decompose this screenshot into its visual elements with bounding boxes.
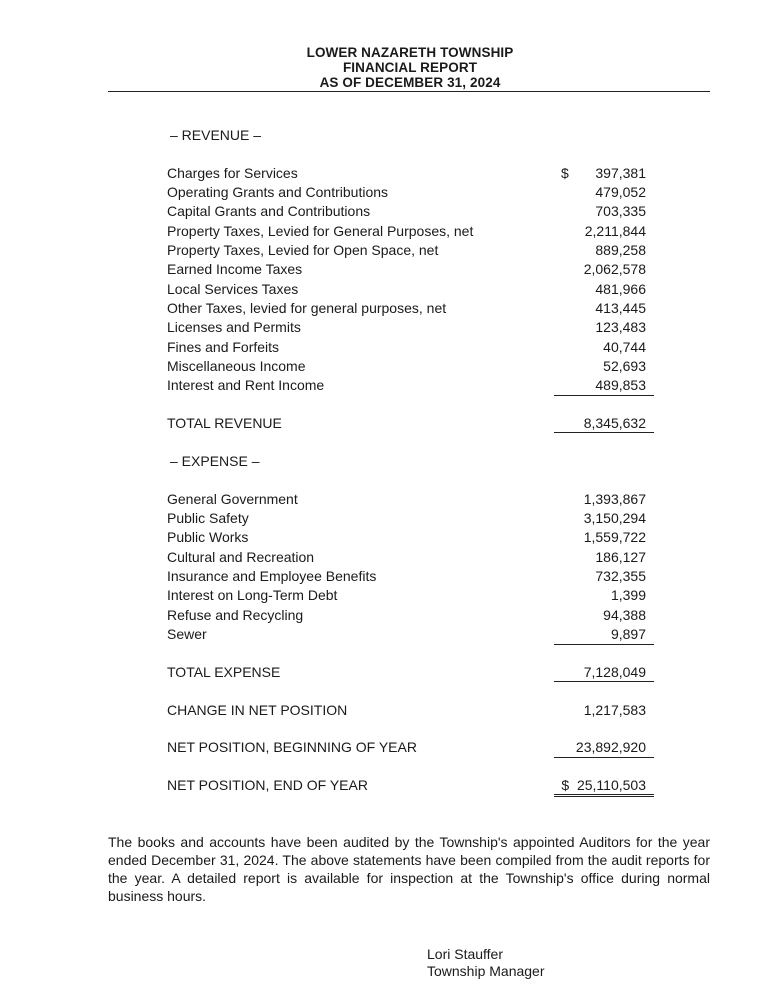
revenue-item-label: Licenses and Permits <box>167 319 301 335</box>
expense-item-label: Refuse and Recycling <box>167 607 304 623</box>
net-position-end-double-rule <box>554 794 654 797</box>
revenue-item-label: Interest and Rent Income <box>167 377 325 393</box>
expense-item-label: Public Safety <box>167 510 249 526</box>
expense-item-label: Interest on Long-Term Debt <box>167 587 338 603</box>
revenue-item-amount: 2,062,578 <box>583 261 646 277</box>
revenue-item-label: Earned Income Taxes <box>167 261 303 277</box>
net-position-end-amount: $ 25,110,503 <box>561 777 646 793</box>
report-title: FINANCIAL REPORT <box>342 60 478 75</box>
expense-subtotal-rule <box>554 644 654 645</box>
revenue-subtotal-rule <box>554 395 654 396</box>
change-net-position-label: CHANGE IN NET POSITION <box>167 702 348 718</box>
total-expense-rule <box>554 681 654 682</box>
revenue-item-amount: 481,966 <box>595 281 646 297</box>
revenue-item-amount: 123,483 <box>595 319 646 335</box>
expense-item-label: Sewer <box>167 626 207 642</box>
audit-statement: The books and accounts have been audited by the Township's appointed Auditors for the year ended December 31, 2024. The above statements have been compiled from the audit reports for the year. A detailed report is available for inspection at the Township's office during normal business hours. <box>108 834 710 904</box>
total-revenue-rule <box>554 432 654 433</box>
revenue-item-amount: 52,693 <box>603 358 646 374</box>
revenue-item-amount: 397,381 <box>595 165 646 181</box>
expense-item-amount: 3,150,294 <box>583 510 646 526</box>
net-position-end-label: NET POSITION, END OF YEAR <box>167 777 368 793</box>
revenue-item-amount: 889,258 <box>595 242 646 258</box>
revenue-item-label: Capital Grants and Contributions <box>167 203 371 219</box>
total-revenue-amount: 8,345,632 <box>583 415 646 431</box>
revenue-item-label: Fines and Forfeits <box>167 339 280 355</box>
revenue-item-label: Property Taxes, Levied for General Purposes, net <box>167 223 474 239</box>
total-expense-label: TOTAL EXPENSE <box>167 664 281 680</box>
revenue-item-amount: 489,853 <box>595 377 646 393</box>
revenue-item-label: Miscellaneous Income <box>167 358 306 374</box>
revenue-item-amount: 2,211,844 <box>584 223 646 239</box>
net-position-beginning-amount: 23,892,920 <box>575 739 646 755</box>
net-position-beginning-rule <box>554 757 654 758</box>
expense-item-label: Cultural and Recreation <box>167 549 315 565</box>
expense-item-amount: 732,355 <box>595 568 646 584</box>
revenue-item-label: Property Taxes, Levied for Open Space, net <box>167 242 439 258</box>
revenue-item-label: Other Taxes, levied for general purposes, net <box>167 300 447 316</box>
expense-item-amount: 1,393,867 <box>583 491 646 507</box>
revenue-item-amount: 703,335 <box>595 203 646 219</box>
revenue-item-label: Charges for Services <box>167 165 298 181</box>
expense-heading: – EXPENSE – <box>170 453 260 469</box>
net-position-beginning-label: NET POSITION, BEGINNING OF YEAR <box>167 739 417 755</box>
revenue-item-amount: 40,744 <box>603 339 646 355</box>
expense-item-amount: 94,388 <box>603 607 646 623</box>
expense-item-amount: 186,127 <box>595 549 646 565</box>
revenue-heading: – REVENUE – <box>170 127 262 143</box>
revenue-item-label: Local Services Taxes <box>167 281 299 297</box>
expense-item-amount: 9,897 <box>610 626 646 642</box>
total-expense-amount: 7,128,049 <box>583 664 646 680</box>
signer-title: Township Manager <box>427 963 545 979</box>
revenue-item-amount: 479,052 <box>595 184 646 200</box>
signer-name: Lori Stauffer <box>427 946 504 962</box>
total-revenue-label: TOTAL REVENUE <box>167 415 282 431</box>
expense-item-amount: 1,559,722 <box>583 529 646 545</box>
township-name: LOWER NAZARETH TOWNSHIP <box>306 45 514 60</box>
revenue-item-label: Operating Grants and Contributions <box>167 184 389 200</box>
revenue-item-amount: 413,445 <box>595 300 646 316</box>
revenue-currency-symbol: $ <box>561 165 569 181</box>
expense-item-label: Public Works <box>167 529 249 545</box>
report-header <box>0 45 773 90</box>
change-net-position-amount: 1,217,583 <box>583 702 646 718</box>
expense-item-amount: 1,399 <box>610 587 646 603</box>
header-divider <box>108 91 710 92</box>
expense-item-label: Insurance and Employee Benefits <box>167 568 377 584</box>
expense-item-label: General Government <box>167 491 298 507</box>
report-date: AS OF DECEMBER 31, 2024 <box>319 75 501 90</box>
